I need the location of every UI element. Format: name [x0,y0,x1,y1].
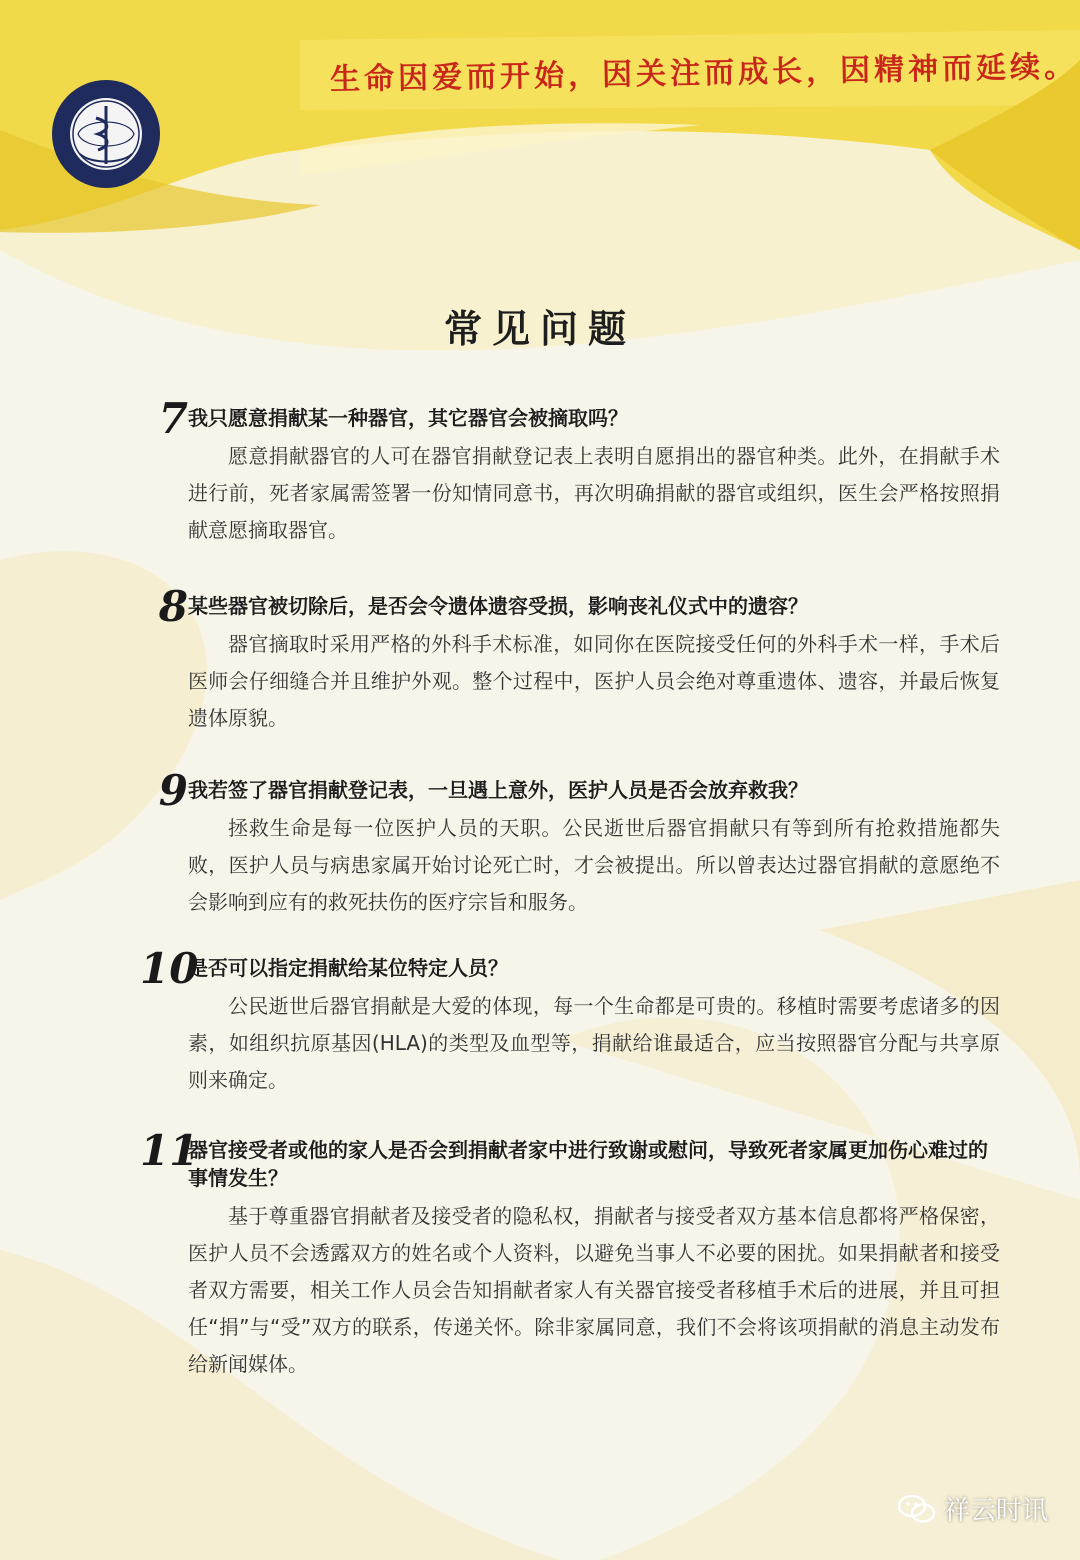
faq-answer: 公民逝世后器官捐献是大爱的体现，每一个生命都是可贵的。移植时需要考虑诸多的因素，如组织抗原基因(HLA)的类型及血型等，捐献给谁最适合，应当按照器官分配与共享原则来确定。 [188,994,1000,1092]
faq-question: 某些器官被切除后，是否会令遗体遗容受损，影响丧礼仪式中的遗容？ [188,594,808,618]
faq-number: 10 [140,944,199,993]
faq-question: 我只愿意捐献某一种器官，其它器官会被摘取吗？ [188,406,628,430]
watermark [898,1490,1048,1527]
faq-answer: 拯救生命是每一位医护人员的天职。公民逝世后器官捐献只有等到所有抢救措施都失败，医护人员与病患家属开始讨论死亡时，才会被提出。所以曾表达过器官捐献的意愿绝不会影响到应有的救死扶伤的医疗宗旨和服务。 [188,816,1000,914]
page-title: 常见问题 [443,306,636,351]
faq-question: 器官接受者或他的家人是否会到捐献者家中进行致谢或慰问，导致死者家属更加伤心难过的事情发生？ [188,1138,988,1190]
faq-item [140,944,1000,1099]
faq-item [140,766,1000,921]
faq-answer: 器官摘取时采用严格的外科手术标准，如同你在医院接受任何的外科手术一样，手术后医师会仔细缝合并且维护外观。整个过程中，医护人员会绝对尊重遗体、遗容，并最后恢复遗体原貌。 [188,632,1000,730]
header-banner [0,0,1080,260]
watermark-text: 祥云时讯 [944,1496,1049,1526]
faq-answer: 愿意捐献器官的人可在器官捐献登记表上表明自愿捐出的器官种类。此外，在捐献手术进行前，死者家属需签署一份知情同意书，再次明确捐献的器官或组织，医生会严格按照捐献意愿摘取器官。 [188,444,1000,542]
faq-item [140,582,1000,737]
faq-item [140,1126,1000,1383]
faq-item [140,394,1000,549]
faq-number: 8 [158,582,188,631]
ministry-of-health-seal-icon [50,78,162,190]
wechat-icon [898,1493,936,1525]
faq-answer: 基于尊重器官捐献者及接受者的隐私权，捐献者与接受者双方基本信息都将严格保密，医护人员不会透露双方的姓名或个人资料，以避免当事人不必要的困扰。如果捐献者和接受者双方需要，相关工作人员会告知捐献者家人有关器官接受者移植手术后的进展，并且可担任“捐”与“受”双方的联系，传递关怀。除非家属同意，我们不会将该项捐献的消息主动发布给新闻媒体。 [188,1204,1000,1376]
faq-question: 我若签了器官捐献登记表，一旦遇上意外，医护人员是否会放弃救我？ [188,778,808,802]
faq-number: 9 [158,766,188,815]
slogan: 生命因爱而开始，因关注而成长，因精神而延续。 [329,49,1079,98]
faq-question: 是否可以指定捐献给某位特定人员？ [188,956,508,980]
faq-number: 11 [140,1126,199,1175]
faq-number: 7 [158,394,188,443]
